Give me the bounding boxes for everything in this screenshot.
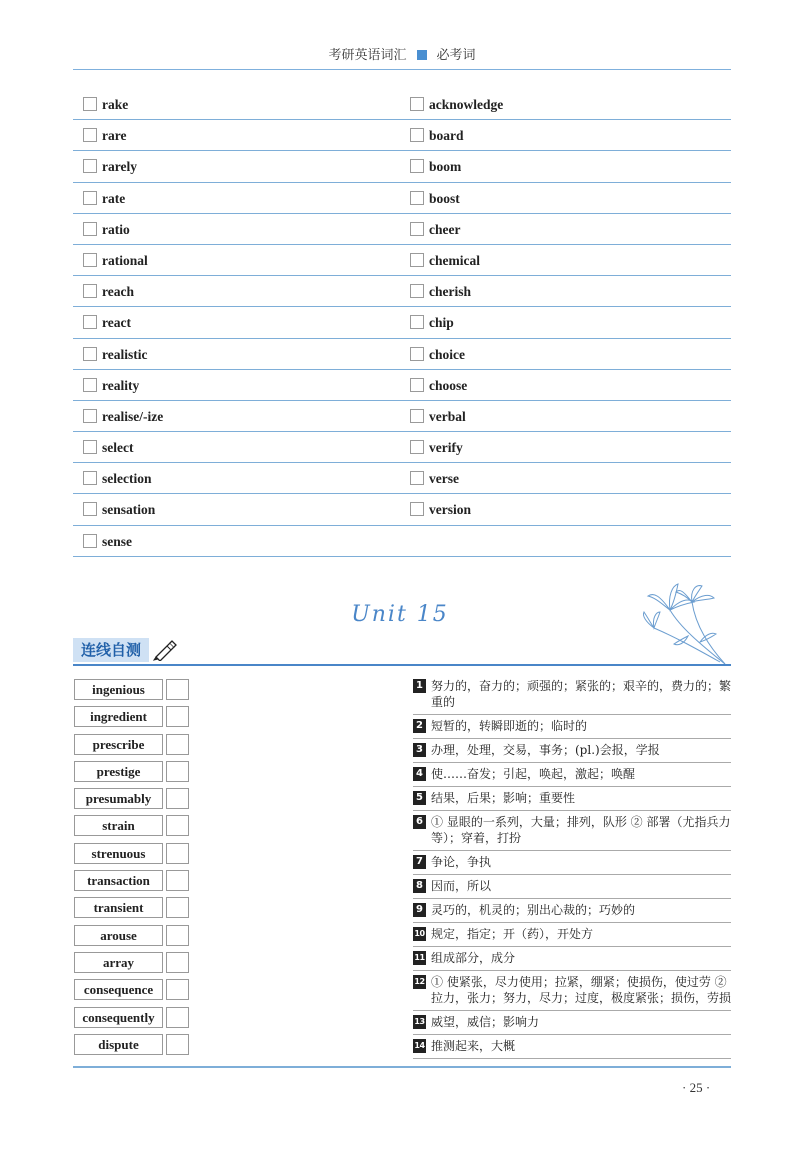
definition-text: 灵巧的，机灵的；别出心裁的；巧妙的 (431, 903, 636, 917)
definition-number: 12 (413, 975, 426, 989)
vocab-word: chip (429, 315, 454, 331)
vocab-item[interactable] (83, 471, 152, 487)
pencil-icon (152, 639, 178, 661)
vocab-word: selection (102, 471, 152, 487)
vocab-item[interactable] (410, 409, 466, 425)
vocab-row (73, 151, 731, 182)
checkbox-icon[interactable] (410, 222, 424, 236)
running-header (73, 44, 731, 66)
definition-number: 13 (413, 1015, 426, 1029)
vocab-word: reality (102, 377, 140, 393)
match-word: transient (74, 897, 163, 918)
vocab-word: boost (429, 190, 460, 206)
checkbox-icon[interactable] (83, 440, 97, 454)
vocab-item[interactable] (410, 347, 465, 363)
vocab-item[interactable] (83, 502, 155, 518)
vocab-table (73, 89, 731, 557)
header-section: 必考词 (436, 48, 476, 63)
definition-item (413, 715, 731, 739)
vocab-row (73, 432, 731, 463)
checkbox-icon[interactable] (410, 440, 424, 454)
definition-text: 组成部分，成分 (431, 951, 516, 965)
checkbox-icon[interactable] (83, 128, 97, 142)
vocab-item[interactable] (410, 97, 503, 113)
definition-item (413, 675, 731, 715)
vocab-row (73, 370, 731, 401)
checkbox-icon[interactable] (410, 253, 424, 267)
vocab-item[interactable] (83, 347, 147, 363)
vocab-item[interactable] (83, 378, 139, 394)
definition-number: 6 (413, 815, 426, 829)
vocab-item[interactable] (410, 284, 471, 300)
vocab-row (73, 214, 731, 245)
definition-item (413, 851, 731, 875)
match-word: strain (74, 815, 163, 836)
definition-text: 结果，后果；影响；重要性 (431, 791, 576, 805)
definition-item (413, 811, 731, 851)
definition-text: 规定，指定；开（药），开处方 (431, 927, 594, 941)
definition-text: ① 显眼的一系列，大量；排列，队形 ② 部署（尤指兵力等）；穿着，打扮 (431, 815, 731, 845)
lily-flower-icon (640, 582, 732, 666)
definition-number: 5 (413, 791, 426, 805)
checkbox-icon[interactable] (83, 409, 97, 423)
definition-number: 3 (413, 743, 426, 757)
vocab-row (73, 307, 731, 338)
square-bullet-icon (417, 50, 427, 60)
definition-text: 使……奋发；引起，唤起，激起；唤醒 (431, 767, 636, 781)
definition-number: 4 (413, 767, 426, 781)
unit-title: Unit 15 (351, 602, 449, 627)
match-word: consequence (74, 979, 163, 1000)
vocab-item[interactable] (83, 534, 132, 550)
checkbox-icon[interactable] (410, 284, 424, 298)
vocab-row (73, 276, 731, 307)
vocab-item[interactable] (410, 502, 471, 518)
vocab-word: sensation (102, 502, 156, 518)
definition-text: 办理，处理，交易，事务；(pl.)会报，学报 (431, 743, 660, 757)
definition-text: ① 使紧张，尽力使用；拉紧，绷紧；使损伤，使过劳 ② 拉力，张力；努力，尽力；过度，极度紧张；损伤，劳损 (431, 975, 732, 1005)
vocab-row (73, 526, 731, 557)
checkbox-icon[interactable] (83, 159, 97, 173)
match-word: presumably (74, 788, 163, 809)
self-test-label: 连线自测 (73, 638, 149, 662)
answer-box[interactable] (166, 952, 189, 973)
vocab-word: select (102, 440, 134, 456)
vocab-item[interactable] (83, 253, 148, 269)
definition-item (413, 875, 731, 899)
vocab-word: verbal (429, 408, 466, 424)
vocab-item[interactable] (83, 409, 163, 425)
definition-text: 短暂的，转瞬即逝的；临时的 (431, 719, 588, 733)
vocab-word: rarely (102, 159, 137, 175)
answer-box[interactable] (166, 734, 189, 755)
vocab-item[interactable] (83, 222, 130, 238)
vocab-item[interactable] (410, 159, 461, 175)
definition-text: 努力的，奋力的；顽强的；紧张的；艰辛的，费力的；繁重的 (431, 679, 732, 709)
answer-box[interactable] (166, 870, 189, 891)
definition-number: 2 (413, 719, 426, 733)
vocab-word: rare (102, 128, 127, 144)
definition-item (413, 1035, 731, 1059)
vocab-word: rate (102, 190, 126, 206)
vocab-item[interactable] (410, 440, 463, 456)
match-word: strenuous (74, 843, 163, 864)
checkbox-icon[interactable] (83, 191, 97, 205)
vocab-word: choose (429, 377, 468, 393)
definition-text: 威望，威信；影响力 (431, 1015, 540, 1029)
vocab-item[interactable] (410, 471, 459, 487)
vocab-item[interactable] (83, 128, 126, 144)
answer-box[interactable] (166, 979, 189, 1000)
checkbox-icon[interactable] (83, 284, 97, 298)
vocab-word: realistic (102, 346, 148, 362)
answer-box[interactable] (166, 897, 189, 918)
answer-box[interactable] (166, 679, 189, 700)
checkbox-icon[interactable] (83, 471, 97, 485)
vocab-item[interactable] (410, 315, 454, 331)
checkbox-icon[interactable] (410, 97, 424, 111)
vocab-word: ratio (102, 221, 130, 237)
answer-box[interactable] (166, 1034, 189, 1055)
vocab-item[interactable] (410, 128, 464, 144)
answer-box[interactable] (166, 815, 189, 836)
answer-box[interactable] (166, 706, 189, 727)
checkbox-icon[interactable] (83, 222, 97, 236)
vocab-row (73, 89, 731, 120)
definition-item (413, 947, 731, 971)
definition-item (413, 899, 731, 923)
checkbox-icon[interactable] (410, 347, 424, 361)
match-word: dispute (74, 1034, 163, 1055)
match-word: prescribe (74, 734, 163, 755)
definition-item (413, 971, 731, 1011)
vocab-item[interactable] (83, 159, 137, 175)
match-word: array (74, 952, 163, 973)
vocab-word: cherish (429, 284, 471, 300)
vocab-item[interactable] (410, 222, 460, 238)
checkbox-icon[interactable] (410, 128, 424, 142)
vocab-item[interactable] (83, 284, 134, 300)
header-rule (73, 69, 731, 70)
vocab-word: acknowledge (429, 97, 504, 112)
checkbox-icon[interactable] (410, 191, 424, 205)
checkbox-icon[interactable] (410, 315, 424, 329)
vocab-row (73, 339, 731, 370)
checkbox-icon[interactable] (410, 159, 424, 173)
checkbox-icon[interactable] (83, 502, 97, 516)
vocab-word: chemical (429, 252, 480, 268)
definition-item (413, 763, 731, 787)
answer-box[interactable] (166, 925, 189, 946)
vocab-word: reach (102, 284, 134, 300)
checkbox-icon[interactable] (83, 347, 97, 361)
vocab-word: verse (429, 471, 459, 487)
definitions-column (413, 675, 731, 1059)
definition-number: 9 (413, 903, 426, 917)
answer-box[interactable] (166, 788, 189, 809)
header-book-title: 考研英语词汇 (328, 48, 407, 63)
vocab-item[interactable] (410, 191, 460, 207)
definition-number: 10 (413, 927, 426, 941)
bottom-rule (73, 1066, 731, 1068)
checkbox-icon[interactable] (83, 378, 97, 392)
vocab-row (73, 245, 731, 276)
checkbox-icon[interactable] (410, 502, 424, 516)
vocab-word: cheer (429, 221, 461, 237)
vocab-row (73, 401, 731, 432)
match-word: arouse (74, 925, 163, 946)
vocab-word: rake (102, 97, 129, 112)
self-test-rule (73, 664, 731, 666)
vocab-item[interactable] (83, 97, 128, 113)
vocab-row (73, 183, 731, 214)
checkbox-icon[interactable] (83, 97, 97, 111)
definition-text: 争论，争执 (431, 855, 492, 869)
vocab-row (73, 494, 731, 525)
match-word: ingredient (74, 706, 163, 727)
answer-box[interactable] (166, 843, 189, 864)
checkbox-icon[interactable] (83, 534, 97, 548)
answer-box[interactable] (166, 1007, 189, 1028)
vocab-word: verify (429, 440, 463, 456)
vocab-item[interactable] (83, 191, 125, 207)
definition-item (413, 739, 731, 763)
vocab-word: version (429, 502, 471, 518)
vocab-item[interactable] (83, 315, 131, 331)
definition-text: 因而，所以 (431, 879, 492, 893)
vocab-item[interactable] (410, 253, 480, 269)
definition-item (413, 787, 731, 811)
vocab-word: board (429, 128, 464, 144)
definition-number: 14 (413, 1039, 426, 1053)
vocab-word: rational (102, 252, 148, 268)
vocab-item[interactable] (83, 440, 133, 456)
checkbox-icon[interactable] (83, 253, 97, 267)
vocab-word: realise/-ize (102, 408, 164, 424)
page-number: · 25 · (682, 1080, 711, 1095)
checkbox-icon[interactable] (410, 378, 424, 392)
vocab-row (73, 463, 731, 494)
vocab-word: react (102, 315, 131, 331)
match-word: transaction (74, 870, 163, 891)
definition-text: 推测起来，大概 (431, 1039, 516, 1053)
checkbox-icon[interactable] (410, 409, 424, 423)
vocab-row (73, 120, 731, 151)
vocab-item[interactable] (410, 378, 467, 394)
vocab-word: choice (429, 346, 465, 362)
definition-number: 8 (413, 879, 426, 893)
vocab-word: boom (429, 159, 462, 175)
checkbox-icon[interactable] (410, 471, 424, 485)
match-word: prestige (74, 761, 163, 782)
vocab-word: sense (102, 533, 132, 549)
checkbox-icon[interactable] (83, 315, 97, 329)
definition-number: 1 (413, 679, 426, 693)
definition-number: 11 (413, 951, 426, 965)
definition-item (413, 1011, 731, 1035)
answer-box[interactable] (166, 761, 189, 782)
definition-item (413, 923, 731, 947)
match-word: consequently (74, 1007, 163, 1028)
match-word: ingenious (74, 679, 163, 700)
definition-number: 7 (413, 855, 426, 869)
